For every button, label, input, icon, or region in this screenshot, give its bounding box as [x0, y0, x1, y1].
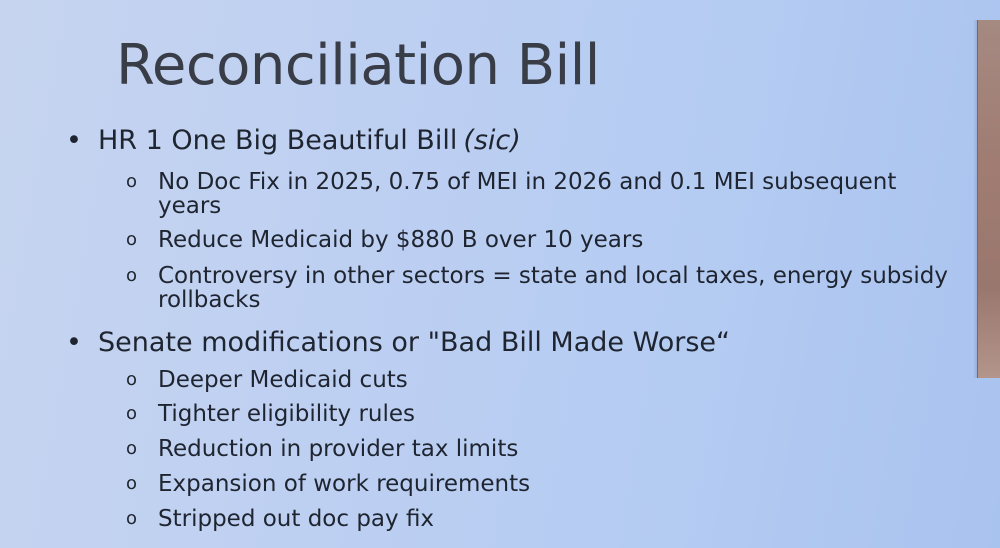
sub-bullet-marker: o	[126, 438, 138, 459]
sub-bullet-marker: o	[126, 403, 138, 424]
sub-bullet-marker: o	[126, 171, 138, 192]
sub-bullet-text: Reduce Medicaid by $880 B over 10 years	[158, 227, 644, 253]
sub-bullet-marker: o	[126, 369, 138, 390]
bullet-text-main: HR 1 One Big Beautiful Bill	[98, 125, 458, 156]
sub-bullet-text: Deeper Medicaid cuts	[158, 367, 408, 393]
sub-bullet-text: No Doc Fix in 2025, 0.75 of MEI in 2026 and 0.1 MEI subsequent years	[158, 169, 897, 219]
bullet-text	[98, 126, 521, 156]
speaker-photo-edge	[977, 20, 1000, 378]
sub-bullet-text: Tighter eligibility rules	[158, 401, 416, 427]
sub-bullet-text: Reduction in provider tax limits	[158, 436, 519, 462]
bullet-dot: •	[66, 327, 82, 358]
sub-bullet-marker: o	[126, 265, 138, 286]
sub-bullet-text: Controversy in other sectors = state and local taxes, energy subsidy rollbacks	[158, 263, 948, 313]
sub-bullet-text: Stripped out doc pay fix	[158, 506, 435, 532]
bullet-emphasis: (sic)	[463, 125, 521, 156]
slide-title: Reconciliation Bill	[116, 33, 600, 98]
sub-bullet-marker: o	[126, 229, 138, 250]
sub-bullet-marker: o	[126, 508, 138, 529]
sub-bullet-text: Expansion of work requirements	[158, 471, 531, 497]
bullet-dot: •	[66, 125, 82, 156]
bullet-text: Senate modifications or "Bad Bill Made Worse“	[98, 327, 731, 358]
sub-bullet-marker: o	[126, 473, 138, 494]
